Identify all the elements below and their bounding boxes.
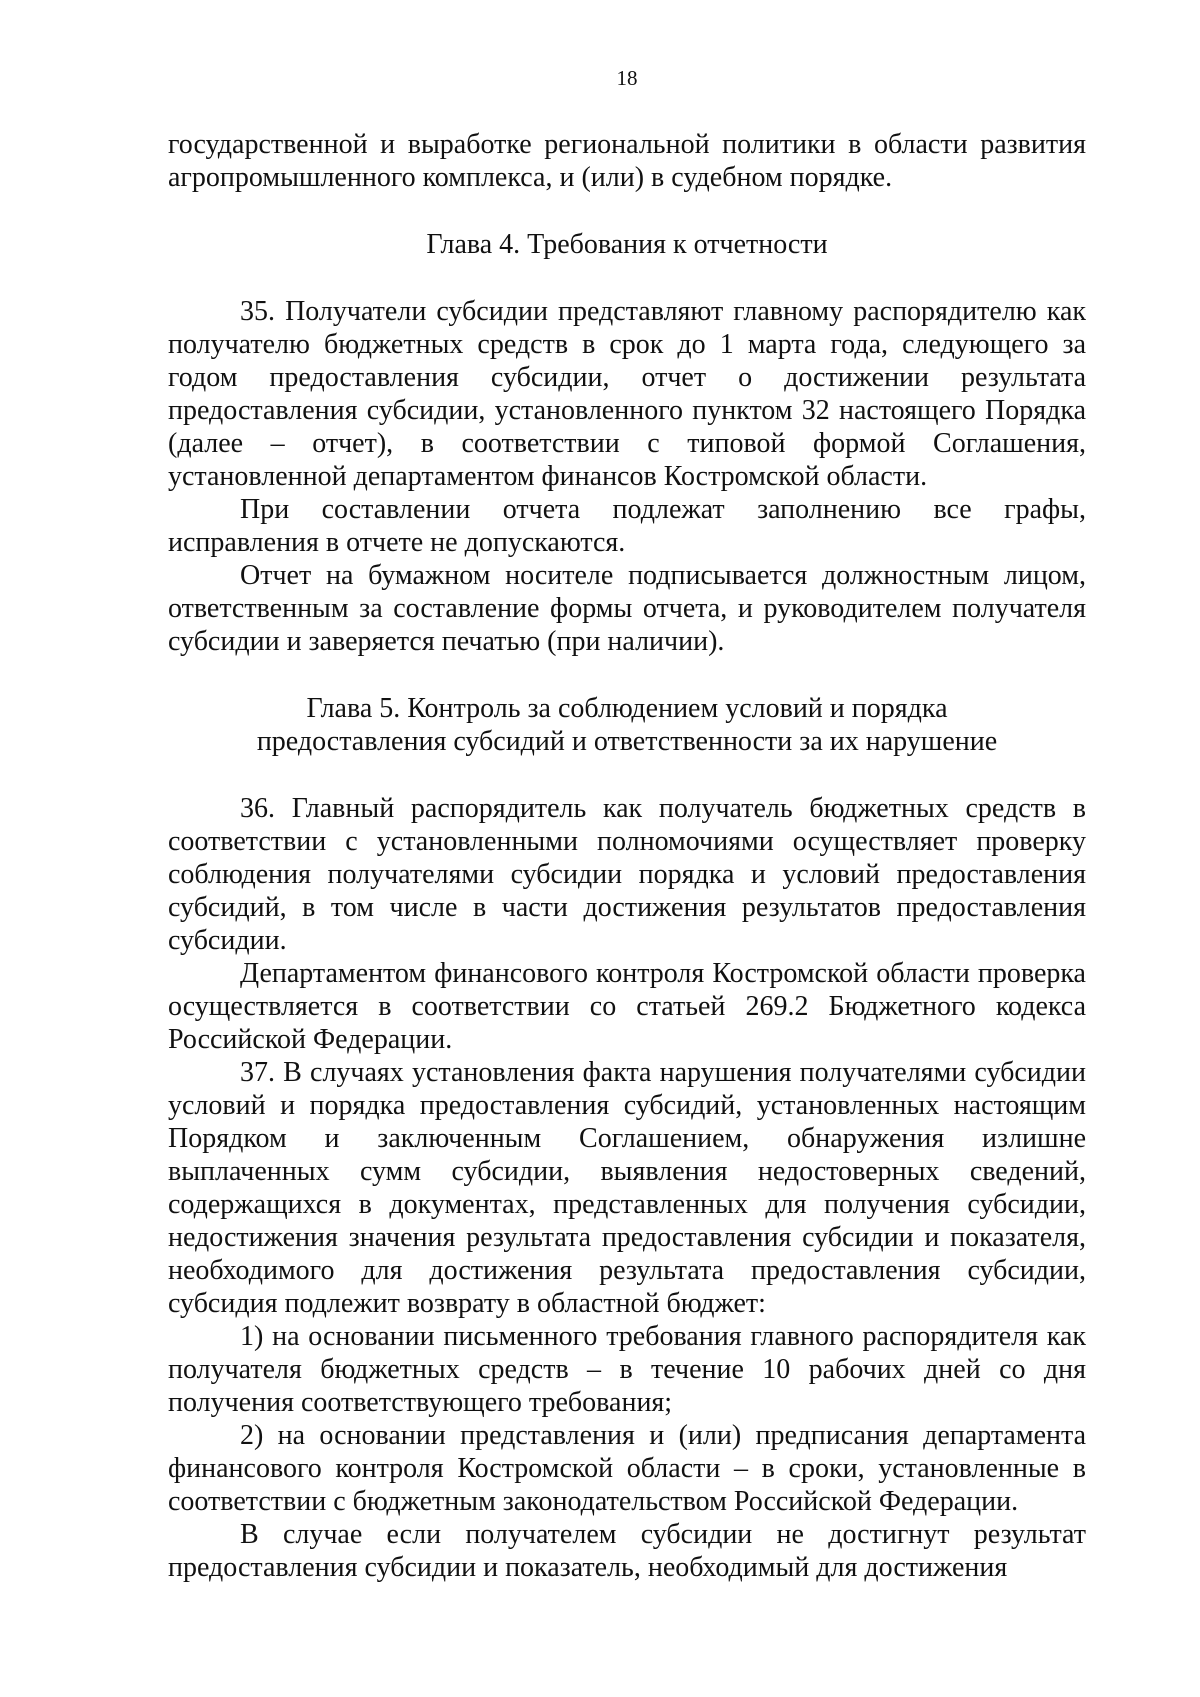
chapter-5-heading-line-2: предоставления субсидий и ответственности за их нарушение	[256, 726, 998, 757]
spacer	[168, 194, 1086, 228]
chapter-5-heading-line-1: Глава 5. Контроль за соблюдением условий и порядка	[306, 693, 948, 724]
chapter-4-heading: Глава 4. Требования к отчетности	[426, 229, 828, 260]
paragraph-37-item-2: 2) на основании представления и (или) предписания департамента финансового контроля Костромской области – в сроки, установленные в соответствии с бюджетным законодательством Российской Федерации.	[168, 1420, 1086, 1517]
document-page	[168, 66, 1086, 1584]
spacer	[168, 658, 1086, 692]
spacer	[168, 758, 1086, 792]
paragraph-36-department: Департаментом финансового контроля Костромской области проверка осуществляется в соответствии со статьей 269.2 Бюджетного кодекса Российской Федерации.	[168, 958, 1086, 1055]
paragraph-35-fill: При составлении отчета подлежат заполнению все графы, исправления в отчете не допускаются.	[168, 494, 1086, 558]
spacer	[168, 261, 1086, 295]
paragraph-35-sign: Отчет на бумажном носителе подписывается должностным лицом, ответственным за составление формы отчета, и руководителем получателя субсидии и заверяется печатью (при наличии).	[168, 560, 1086, 657]
paragraph-37: 37. В случаях установления факта нарушения получателями субсидии условий и порядка предоставления субсидий, установленных настоящим Порядком и заключенным Соглашением, обнаружения излишне выплаченных сумм субсидии, выявления недостоверных сведений, содержащихся в документах, представленных для получения субсидии, недостижения значения результата предоставления субсидии и показателя, необходимого для достижения результата предоставления субсидии, субсидия подлежит возврату в областной бюджет:	[168, 1057, 1086, 1319]
intro-paragraph: государственной и выработке региональной политики в области развития агропромышленного комплекса, и (или) в судебном порядке.	[168, 129, 1086, 193]
paragraph-37-case: В случае если получателем субсидии не достигнут результат предоставления субсидии и показатель, необходимый для достижения	[168, 1519, 1086, 1583]
paragraph-36: 36. Главный распорядитель как получатель бюджетных средств в соответствии с установленными полномочиями осуществляет проверку соблюдения получателями субсидии порядка и условий предоставления субсидий, в том числе в части достижения результатов предоставления субсидии.	[168, 793, 1086, 956]
page-number: 18	[616, 66, 638, 90]
paragraph-35: 35. Получатели субсидии представляют главному распорядителю как получателю бюджетных средств в срок до 1 марта года, следующего за годом предоставления субсидии, отчет о достижении результата предоставления субсидии, установленного пунктом 32 настоящего Порядка (далее – отчет), в соответствии с типовой формой Соглашения, установленной департаментом финансов Костромской области.	[168, 296, 1086, 492]
paragraph-37-item-1: 1) на основании письменного требования главного распорядителя как получателя бюджетных средств – в течение 10 рабочих дней со дня получения соответствующего требования;	[168, 1321, 1086, 1418]
